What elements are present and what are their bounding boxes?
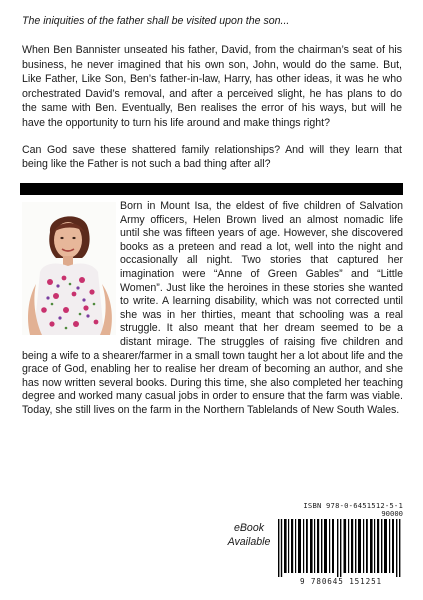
author-bio-text: Born in Mount Isa, the eldest of five children of Salvation Army officers, Helen Brown lived an almost nomadic life until she was fifteen years of age. However, she discovered books as a preteen and read a lot, well into the night and occasionally all night. Two stories that captured her imagination were “Anne of Green Gables” and “Little Women”. Just like the heroines in these stories she wanted to write. A learning disability, which was not corrected until she was in her thirties, meant that schooling was a real struggle. It also meant that her dream seemed to be a distant mirage. The struggles of raising five children and being a wife to a shearer/farmer in a small town taught her a lot about life and the grace of God, enabling her to realise her dream of becoming an author, and she has now written several books. During this time, she also completed her teaching degree and worked many casual jobs in order to ensure that the farm was viable. Today, she still lives on the farm in the Northern Tablelands of New South Wales. bbox=[22, 200, 403, 416]
price-code: 90000 bbox=[381, 509, 403, 518]
ebook-line: Available bbox=[227, 535, 271, 548]
isbn-label: ISBN 978-0-6451512-5-1 bbox=[303, 501, 403, 510]
tagline: The iniquities of the father shall be visited upon the son... bbox=[22, 15, 290, 27]
ebook-available-note bbox=[220, 522, 278, 549]
book-blurb bbox=[22, 43, 402, 184]
barcode-icon bbox=[278, 519, 403, 577]
author-bio bbox=[22, 200, 403, 418]
black-divider-bar bbox=[20, 183, 403, 195]
photo-spacer bbox=[22, 200, 120, 338]
blurb-paragraph: Can God save these shattered family relationships? And will they learn that being like the Father is not such a bad thing after all? bbox=[22, 143, 402, 171]
blurb-paragraph: When Ben Bannister unseated his father, David, from the chairman’s seat of his business, he never imagined that his own son, John, would do the same. But, Like Father, Like Son, Ben’s father-in-law, Harry, has other ideas, it was he who orchestrated David’s removal, and after a perceived slight, he has plans to do the same with Ben. Eventually, Ben realises the error of his ways, but will he have the opportunity to turn his life around and make things right? bbox=[22, 44, 402, 129]
barcode-digits: 9 780645 151251 bbox=[299, 577, 383, 586]
ebook-line: eBook bbox=[233, 522, 265, 534]
